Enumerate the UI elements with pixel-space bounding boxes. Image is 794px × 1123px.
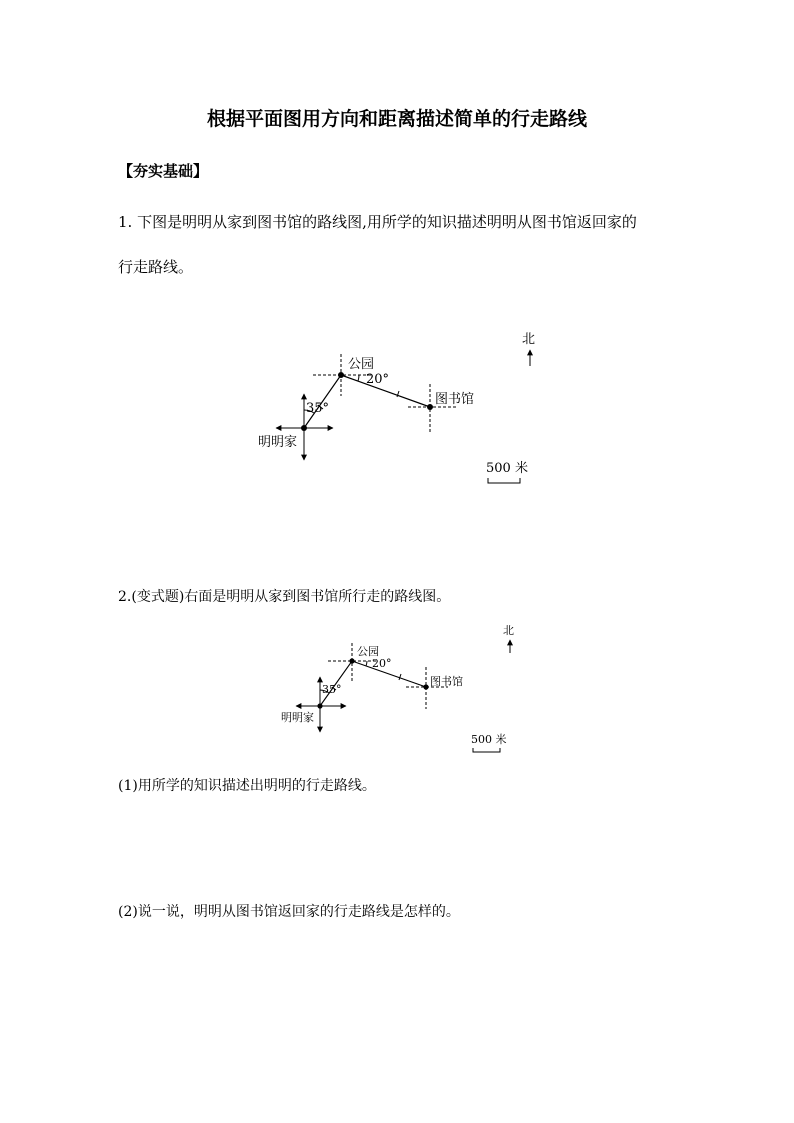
home-label: 明明家 — [258, 435, 298, 450]
home-point — [301, 425, 307, 431]
question-2-part-1: (1)用所学的知识描述出明明的行走路线。 — [118, 778, 376, 794]
question-2-intro: 2.(变式题)右面是明明从家到图书馆所行走的路线图。 — [118, 589, 451, 605]
park-label: 公园 — [357, 645, 379, 658]
route-map-2-labels — [281, 624, 514, 746]
scale-label: 500 米 — [471, 733, 507, 746]
park-point — [349, 658, 354, 663]
question-2-part-2: (2)说一说，明明从图书馆返回家的行走路线是怎样的。 — [118, 904, 460, 920]
home-label: 明明家 — [281, 711, 314, 724]
north-label: 北 — [503, 624, 514, 637]
park-angle-label: 20° — [372, 657, 392, 670]
library-label: 图书馆 — [430, 675, 463, 688]
scale-label: 500 米 — [486, 461, 528, 476]
park-label: 公园 — [348, 357, 375, 372]
library-point — [423, 684, 428, 689]
library-point — [427, 404, 433, 410]
section-heading: 【夯实基础】 — [118, 162, 209, 180]
scale-bar — [473, 748, 500, 752]
route-map-1-labels — [258, 332, 535, 476]
route-tick — [399, 674, 401, 680]
north-label: 北 — [522, 332, 536, 347]
home-angle-label: 35° — [322, 683, 342, 696]
home-angle-label: 35° — [306, 401, 330, 416]
scale-bar — [488, 478, 520, 483]
park-angle-label: 20° — [366, 372, 390, 387]
question-1-text: 1. 下图是明明从家到图书馆的路线图,用所学的知识描述明明从图书馆返回家的 — [118, 213, 637, 231]
angle-arc-park — [366, 661, 367, 666]
home-point — [317, 703, 322, 708]
library-label: 图书馆 — [435, 392, 475, 407]
page-title: 根据平面图用方向和距离描述简单的行走路线 — [206, 108, 587, 130]
angle-arc-park — [358, 375, 359, 381]
park-point — [338, 372, 344, 378]
question-1-text-cont: 行走路线。 — [118, 258, 194, 276]
